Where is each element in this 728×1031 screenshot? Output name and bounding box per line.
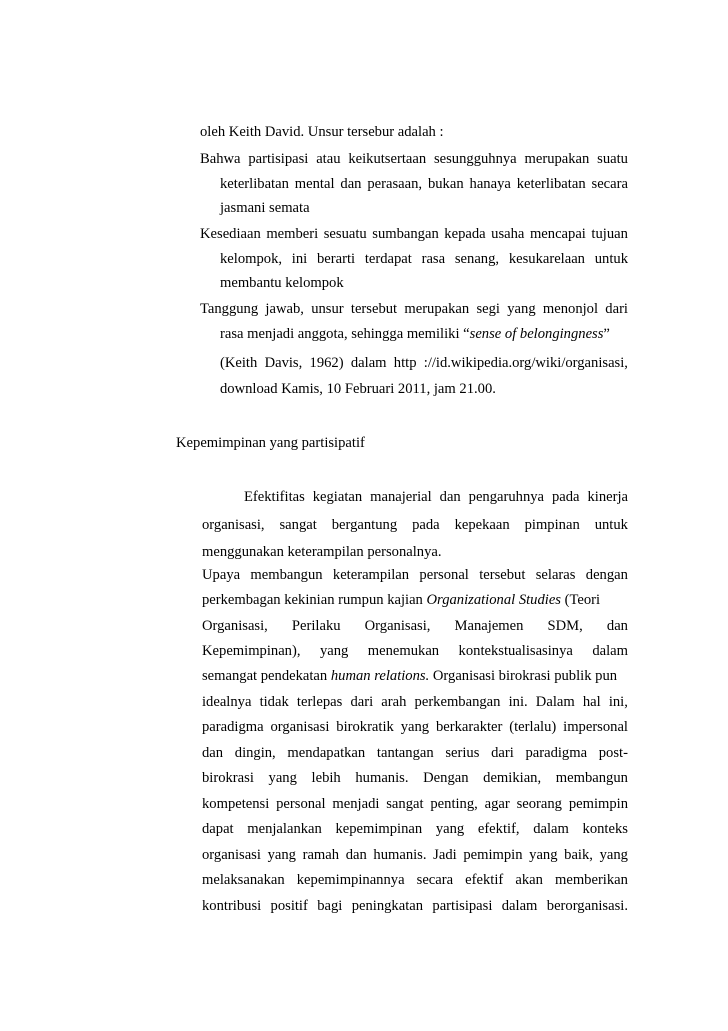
- word: Manajemen: [454, 618, 524, 634]
- paragraph-2-line-2: [202, 590, 628, 610]
- text-run: Organisasi birokrasi publik pun: [429, 668, 618, 684]
- paragraph-2-line-11: [202, 819, 628, 839]
- paragraph-2-line-10: [202, 794, 628, 814]
- word: serius: [445, 745, 480, 761]
- word: membangun: [555, 770, 628, 786]
- word: Organisasi,: [364, 618, 431, 634]
- italic-term: Organizational Studies: [426, 592, 561, 608]
- word: memberi: [266, 226, 319, 242]
- word: tidak: [259, 694, 289, 710]
- word: Dengan: [423, 770, 469, 786]
- paragraph-1-line-1: [244, 487, 628, 507]
- word: dan: [202, 745, 224, 761]
- word: birokrasi: [202, 770, 254, 786]
- element-2-line-1: [200, 224, 628, 244]
- citation-line-1: [220, 353, 628, 373]
- word: Organisasi,: [202, 618, 268, 634]
- word: dan: [345, 847, 367, 863]
- word: agar: [484, 796, 510, 812]
- word: SDM,: [547, 618, 583, 634]
- paragraph-2-line-7: [202, 717, 628, 737]
- element-2-line-3: membantu kelompok: [220, 275, 344, 291]
- word: kesukarelaan: [508, 251, 585, 267]
- text-run: semangat pendekatan: [202, 668, 331, 684]
- word: pemimpin: [463, 847, 523, 863]
- word: atau: [316, 151, 341, 167]
- word: penting,: [430, 796, 478, 812]
- word: dapat: [202, 821, 234, 837]
- word: Kesediaan: [200, 226, 261, 242]
- paragraph-2-line-8: [202, 743, 628, 763]
- word: dan: [606, 618, 628, 634]
- word: akan: [515, 872, 543, 888]
- word: sesungguhnya: [433, 151, 517, 167]
- word: pada: [551, 489, 580, 505]
- word: jawab,: [265, 301, 304, 317]
- word: efektif,: [477, 821, 520, 837]
- word: tantangan: [376, 745, 434, 761]
- word: organisasi: [202, 847, 261, 863]
- word: untuk: [594, 517, 628, 533]
- word: sesuatu: [323, 226, 367, 242]
- word: menjalankan: [247, 821, 322, 837]
- word: organisasi,: [202, 517, 265, 533]
- word: dari: [350, 694, 374, 710]
- element-2-line-2: [220, 249, 628, 269]
- word: segi: [476, 301, 500, 317]
- word: dalam: [501, 898, 538, 914]
- word: keterlibatan: [516, 176, 586, 192]
- word: demikian,: [483, 770, 542, 786]
- word: kepemimpinan: [335, 821, 423, 837]
- word: humanis.: [373, 847, 427, 863]
- word: merupakan: [524, 151, 590, 167]
- word: positif: [270, 898, 308, 914]
- word: impersonal: [563, 719, 628, 735]
- word: merupakan: [404, 301, 470, 317]
- word: yang: [267, 847, 296, 863]
- word: yang: [400, 719, 430, 735]
- word: menemukan: [367, 643, 440, 659]
- word: partisipasi: [248, 151, 309, 167]
- word: pimpinan: [524, 517, 580, 533]
- word: arah: [381, 694, 407, 710]
- word: berkarakter: [435, 719, 503, 735]
- word: secara: [591, 176, 628, 192]
- word: terlepas: [296, 694, 343, 710]
- word: kontekstualisasinya: [458, 643, 573, 659]
- word: selaras: [535, 567, 576, 583]
- word: manajerial: [370, 489, 432, 505]
- word: birokratik: [336, 719, 394, 735]
- word: kepemimpinannya: [296, 872, 405, 888]
- word: yang: [507, 301, 536, 317]
- paragraph-1-line-2: [202, 515, 628, 535]
- word: dan: [439, 489, 461, 505]
- word: yang: [435, 821, 465, 837]
- text-run: (Teori: [560, 592, 601, 608]
- word: kepada: [444, 226, 486, 242]
- word: secara: [416, 872, 454, 888]
- word: kompetensi: [202, 796, 270, 812]
- word: paradigma: [202, 719, 264, 735]
- word: baik,: [564, 847, 593, 863]
- word: mencapai: [529, 226, 586, 242]
- word: berorganisasi.: [546, 898, 628, 914]
- word: bergantung: [331, 517, 398, 533]
- word: menjadi: [332, 796, 380, 812]
- word: tersebut: [350, 301, 398, 317]
- word: hanaya: [469, 176, 511, 192]
- word: keterampilan: [332, 567, 410, 583]
- word: lebih: [311, 770, 341, 786]
- word: tersebut: [479, 567, 526, 583]
- word: (terlalu): [509, 719, 557, 735]
- word: dingin,: [234, 745, 276, 761]
- paragraph-2-line-13: [202, 870, 628, 890]
- word: ini,: [608, 694, 628, 710]
- word: yang: [599, 847, 628, 863]
- word: kinerja: [587, 489, 628, 505]
- word: perkembangan: [414, 694, 501, 710]
- paragraph-2-line-14: [202, 896, 628, 916]
- word: humanis.: [355, 770, 409, 786]
- word: dalam: [533, 821, 569, 837]
- section-heading: Kepemimpinan yang partisipatif: [176, 435, 365, 451]
- intro-line: oleh Keith David. Unsur tersebur adalah :: [200, 124, 444, 140]
- word: dari: [605, 301, 628, 317]
- word: unsur: [311, 301, 344, 317]
- word: yang: [319, 643, 349, 659]
- word: mental: [294, 176, 335, 192]
- word: Perilaku: [291, 618, 341, 634]
- text-run: rasa menjadi anggota, sehingga memiliki “: [220, 326, 470, 342]
- word: Kepemimpinan),: [202, 643, 301, 659]
- word: sumbangan: [372, 226, 439, 242]
- word: ramah: [302, 847, 340, 863]
- word: perasaan,: [367, 176, 423, 192]
- word: suatu: [597, 151, 628, 167]
- word: Efektifitas: [244, 489, 305, 505]
- word: ini.: [508, 694, 528, 710]
- paragraph-1-line-3: menggunakan keterampilan personalnya.: [202, 544, 442, 560]
- word: membangun: [250, 567, 323, 583]
- word: 1962): [309, 355, 344, 371]
- word: Bahwa: [200, 151, 241, 167]
- element-1-line-1: [200, 149, 628, 169]
- word: rasa: [421, 251, 446, 267]
- element-3-line-2: [220, 324, 610, 344]
- paragraph-2-line-1: [202, 565, 628, 585]
- word: yang: [529, 847, 558, 863]
- word: senang,: [454, 251, 500, 267]
- word: dari: [491, 745, 514, 761]
- word: ://id.wikipedia.org/wiki/organisasi,: [423, 355, 628, 371]
- word: efektif: [465, 872, 504, 888]
- element-1-line-2: [220, 174, 628, 194]
- element-1-line-3: jasmani semata: [220, 200, 310, 216]
- word: (Keith: [220, 355, 258, 371]
- word: kepekaan: [454, 517, 510, 533]
- italic-term: human relations.: [330, 668, 430, 684]
- word: mendapatkan: [287, 745, 366, 761]
- word: dalam: [350, 355, 387, 371]
- word: tujuan: [591, 226, 628, 242]
- word: bukan: [427, 176, 464, 192]
- word: Tanggung: [200, 301, 259, 317]
- text-run: perkembagan kekinian rumpun kajian: [202, 592, 427, 608]
- word: sangat: [386, 796, 424, 812]
- word: terdapat: [364, 251, 412, 267]
- word: konteks: [582, 821, 628, 837]
- paragraph-2-line-9: [202, 768, 628, 788]
- word: hal: [582, 694, 601, 710]
- word: seorang: [516, 796, 562, 812]
- citation-line-2: download Kamis, 10 Februari 2011, jam 21.00.: [220, 381, 496, 397]
- word: personal: [419, 567, 469, 583]
- word: berarti: [316, 251, 356, 267]
- word: dalam: [592, 643, 628, 659]
- word: personal: [276, 796, 326, 812]
- word: ini: [291, 251, 308, 267]
- word: kontribusi: [202, 898, 262, 914]
- word: kelompok,: [220, 251, 283, 267]
- word: pemimpin: [568, 796, 628, 812]
- paragraph-2-line-3: [202, 616, 628, 636]
- word: Upaya: [202, 567, 241, 583]
- word: bagi: [317, 898, 343, 914]
- word: keterlibatan: [220, 176, 289, 192]
- word: dan: [340, 176, 362, 192]
- word: idealnya: [202, 694, 252, 710]
- word: untuk: [594, 251, 628, 267]
- paragraph-2-line-5: [202, 666, 617, 686]
- word: pengaruhnya: [468, 489, 545, 505]
- word: melaksanakan: [202, 872, 285, 888]
- element-3-line-1: [200, 299, 628, 319]
- word: partisipasi: [432, 898, 493, 914]
- word: paradigma: [525, 745, 588, 761]
- word: dengan: [585, 567, 628, 583]
- word: Dalam: [535, 694, 575, 710]
- word: organisasi: [270, 719, 330, 735]
- paragraph-2-line-4: [202, 641, 628, 661]
- word: peningkatan: [351, 898, 424, 914]
- word: http: [393, 355, 417, 371]
- word: pada: [412, 517, 440, 533]
- text-run: ”: [603, 326, 610, 342]
- word: Davis,: [264, 355, 303, 371]
- italic-term: sense of belongingness: [469, 326, 604, 342]
- word: memberikan: [554, 872, 628, 888]
- paragraph-2-line-12: [202, 845, 628, 865]
- word: sangat: [279, 517, 317, 533]
- paragraph-2-line-6: [202, 692, 628, 712]
- word: kegiatan: [312, 489, 363, 505]
- word: Jadi: [433, 847, 457, 863]
- word: post-: [598, 745, 628, 761]
- word: usaha: [491, 226, 525, 242]
- word: keikutsertaan: [348, 151, 427, 167]
- word: yang: [268, 770, 297, 786]
- word: menonjol: [542, 301, 599, 317]
